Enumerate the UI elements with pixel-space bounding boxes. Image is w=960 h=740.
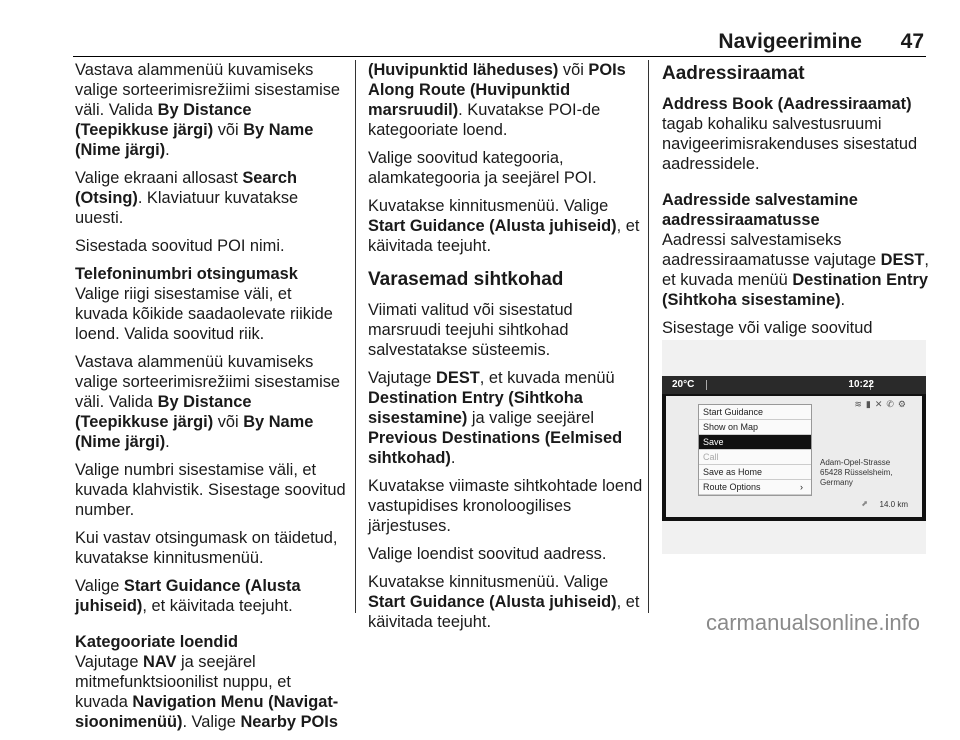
- bold-text: (Huvipunktid läheduses): [368, 61, 559, 79]
- clock-readout: 10:22: [848, 379, 874, 390]
- chapter-title: Navigeerimine: [718, 30, 862, 53]
- column-2: [368, 60, 644, 640]
- paragraph: [368, 572, 644, 632]
- menu-item-route-options[interactable]: [699, 480, 811, 495]
- text: , et käivitada teejuht.: [142, 597, 293, 615]
- bold-text: Address Book (Aadressiraamat): [662, 95, 912, 113]
- signal-icon: ▮: [865, 399, 875, 409]
- paragraph: Sisestada soovitud POI nimi.: [75, 237, 285, 255]
- subheading: Telefoninumbri otsingumask: [75, 265, 298, 283]
- watermark: carmanualsonline.info: [705, 610, 920, 635]
- mute-icon: ✕: [874, 399, 887, 409]
- page-header: [0, 0, 960, 58]
- paragraph: [662, 94, 932, 174]
- temperature-readout: 20°C: [672, 379, 695, 390]
- text: , et kuvada menüü: [662, 251, 929, 289]
- status-bar: [662, 376, 926, 394]
- paragraph: [662, 230, 932, 310]
- text: .: [450, 449, 456, 467]
- bold-text: NAV: [143, 653, 177, 671]
- bold-text: Destination Entry (Sihtkoha sisestamine): [368, 389, 583, 427]
- text: .: [840, 291, 846, 309]
- text: Valige: [75, 577, 124, 595]
- display-screen: [662, 376, 926, 521]
- text: , et käivitada teejuht.: [368, 593, 640, 631]
- text: või: [213, 121, 244, 139]
- bold-text: Nearby POIs: [240, 713, 338, 731]
- text: ja seejärel mitmefunktsioonilist nuppu, et kuvada: [75, 653, 291, 711]
- bold-text: By Distance (Teepikkuse järgi): [75, 393, 252, 431]
- menu-item-start-guidance[interactable]: Start Guidance: [699, 405, 811, 420]
- text: .: [165, 433, 170, 451]
- header-divider: [73, 56, 926, 57]
- paragraph: [368, 368, 644, 468]
- column-divider: [648, 60, 649, 613]
- text: tagab kohaliku salvestusruumi navigeerimisrakenduses sisestatud aadressidele.: [662, 115, 918, 173]
- text: ja valige seejärel: [467, 409, 594, 427]
- section-heading: Varasemad sihtkohad: [368, 269, 564, 290]
- text: Vajutage: [368, 369, 437, 387]
- paragraph: Valige loendist soovitud aadress.: [368, 545, 607, 563]
- paragraph: Valige riigi sisestamise väli, et kuvada kõikide saadaolevate riikide loend. Valida soovitud riik.: [75, 285, 333, 343]
- bold-text: Start Guidance (Alusta juhiseid): [368, 217, 617, 235]
- menu-item-save[interactable]: Save: [699, 435, 811, 450]
- bold-text: DEST: [880, 251, 925, 269]
- column-3: [662, 60, 932, 366]
- distance-readout: 14.0 km: [879, 500, 908, 509]
- phone-icon: ✆: [886, 399, 898, 409]
- text: Kuvatakse kinnitusmenüü. Valige: [368, 197, 609, 215]
- address-line: Adam-Opel-Strasse: [820, 458, 891, 467]
- paragraph: Kuvatakse viimaste sihtkohtade loend vastupidises kronoloogilises järjestuses.: [368, 477, 643, 535]
- bold-text: By Distance (Teepikkuse järgi): [75, 101, 252, 139]
- paragraph: [368, 196, 644, 256]
- paragraph: Kui vastav otsingumask on täidetud, kuvatakse kinnitusmenüü.: [75, 529, 338, 567]
- destination-address: [820, 458, 922, 488]
- page-number: 47: [900, 30, 924, 53]
- bold-text: Previous Destinations (Eelmised sihtkohad): [368, 429, 623, 467]
- text: . Valige: [182, 713, 241, 731]
- subheading: Aadresside salvestamine aadressiraamatusse: [662, 191, 858, 229]
- text: Vastava alammenüü kuvamiseks valige sorteerimisrežiimi sisestamise väli. Valida: [75, 353, 341, 411]
- paragraph: [75, 168, 347, 228]
- settings-icon: ⚙: [897, 399, 910, 409]
- text: Kuvatakse kinnitusmenüü. Valige: [368, 573, 609, 591]
- paragraph: Valige numbri sisestamise väli, et kuvada klahvistik. Sisestage soovitud number.: [75, 461, 346, 519]
- text: Vajutage: [75, 653, 144, 671]
- text: Vastava alammenüü kuvamiseks valige sorteerimisrežiimi sisestamise väli. Valida: [75, 61, 341, 119]
- bold-text: Search (Otsing): [75, 169, 298, 207]
- bold-text: DEST: [436, 369, 480, 387]
- address-line: 65428 Rüsselsheim, Germany: [820, 468, 893, 487]
- paragraph: Sisestage või valige soovitud: [662, 319, 873, 337]
- paragraph: Viimati valitud või sisestatud marsruudi teejuhi sihtkohad salvestatakse süsteemis.: [368, 301, 573, 359]
- paragraph: [75, 652, 347, 732]
- paragraph: Valige soovitud kategooria, alamkategooria ja seejärel POI.: [368, 149, 597, 187]
- menu-item-show-on-map[interactable]: Show on Map: [699, 420, 811, 435]
- text: , et käivitada teejuht.: [368, 217, 640, 255]
- paragraph: [75, 576, 347, 616]
- section-heading: Aadressiraamat: [662, 63, 805, 84]
- bold-text: Destination Entry (Sihtkoha sisestamine): [662, 271, 929, 309]
- distance-icon: ⬈: [861, 499, 868, 508]
- screen-illustration: [662, 340, 926, 554]
- menu-item-save-as-home[interactable]: Save as Home: [699, 465, 811, 480]
- text: Valige ekraani allosast: [75, 169, 243, 187]
- menu-item-label: Route Options: [703, 482, 761, 492]
- chevron-right-icon: ›: [800, 482, 803, 492]
- wifi-icon: ≋: [854, 399, 866, 409]
- bold-text: By Name (Nime järgi): [75, 413, 314, 451]
- column-divider: [355, 60, 356, 613]
- bold-text: Start Guidance (Alusta juhiseid): [75, 577, 301, 615]
- bold-text: POIs Along Route (Huvipunktid marsruudil): [368, 61, 626, 119]
- text: . Kuvatakse POI-de kategooriate loend.: [368, 101, 601, 139]
- text: või: [558, 61, 589, 79]
- bold-text: Start Guidance (Alusta juhiseid): [368, 593, 617, 611]
- text: . Klaviatuur kuvatakse uuesti.: [75, 189, 299, 227]
- bold-text: Navigation Menu (Navigat-sioonimenüü): [75, 693, 339, 731]
- paragraph: [75, 352, 347, 452]
- paragraph: [75, 60, 347, 160]
- screen-body: [666, 396, 922, 517]
- text: , et kuvada menüü: [479, 369, 615, 387]
- text: .: [165, 141, 170, 159]
- subheading: Kategooriate loendid: [75, 633, 239, 651]
- status-divider: [706, 380, 707, 390]
- column-1: [75, 60, 347, 740]
- status-icons: [854, 399, 910, 410]
- text: või: [213, 413, 244, 431]
- text: Aadressi salvestamiseks aadressiraamatusse vajutage: [662, 231, 881, 269]
- menu-item-call[interactable]: Call: [699, 450, 811, 465]
- bold-text: By Name (Nime järgi): [75, 121, 314, 159]
- paragraph: [368, 60, 644, 140]
- confirmation-menu: [698, 404, 812, 496]
